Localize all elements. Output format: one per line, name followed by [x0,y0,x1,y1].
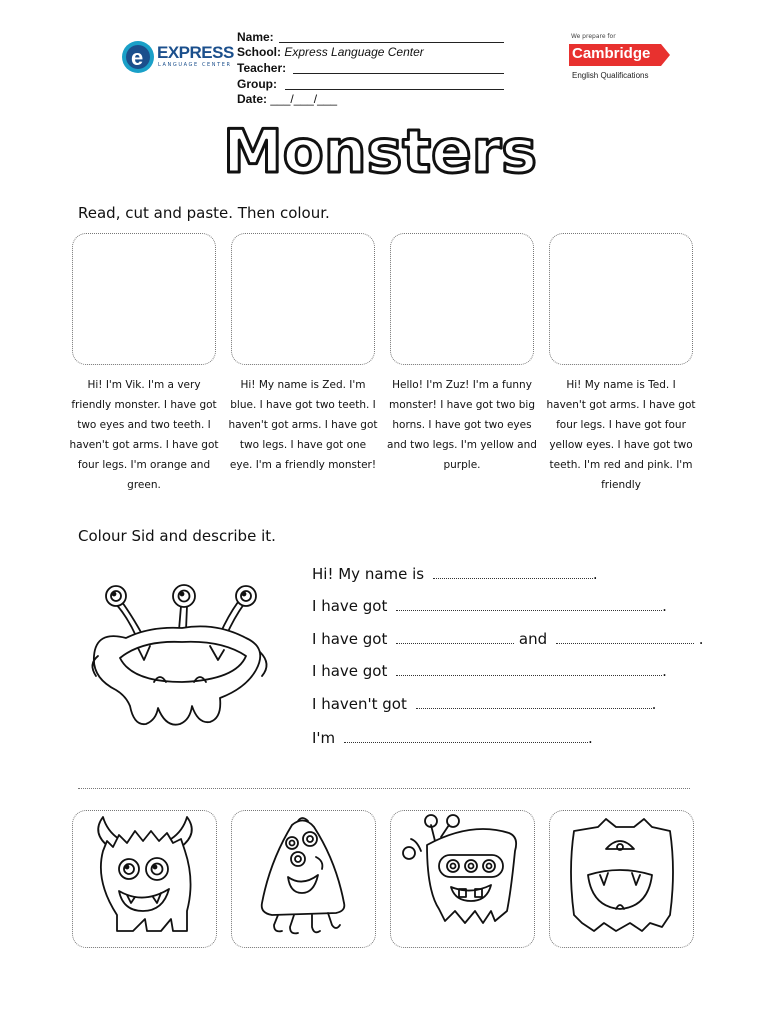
sentence-have-got-and: I have got and . [312,630,704,648]
antenna-monster-icon [391,811,533,946]
sentence-have-got-1: I have got . [312,597,667,615]
express-logo-text: EXPRESS [157,43,234,62]
cut-dotted-line [78,788,690,789]
blank-name[interactable] [433,566,593,579]
paste-box-1[interactable] [72,233,216,365]
teacher-label: Teacher: [237,61,287,75]
sentence-name: Hi! My name is . [312,565,598,583]
blank-have-got-2b[interactable] [556,631,694,644]
blank-im[interactable] [344,730,588,743]
triangle-monster-icon [232,811,374,946]
sentence-name-text: Hi! My name is [312,565,425,583]
monster-cutout-1[interactable] [72,810,217,948]
date-row [237,92,337,107]
blank-have-got-2a[interactable] [396,631,514,644]
teacher-field[interactable] [293,61,504,74]
name-row [237,30,274,45]
name-field[interactable] [279,30,504,43]
sentence-havent-got-text: I haven't got [312,695,407,713]
cambridge-subtitle: English Qualifications [572,71,649,80]
instruction-colour-sid: Colour Sid and describe it. [78,527,276,545]
sentence-have-got-3-text: I have got [312,662,388,680]
sentence-have-got-1-text: I have got [312,597,388,615]
paste-box-4[interactable] [549,233,693,365]
express-logo-subtext: LANGUAGE CENTER [158,62,232,68]
blank-havent-got[interactable] [416,696,652,709]
name-label: Name: [237,30,274,44]
paste-box-2[interactable] [231,233,375,365]
cambridge-name: Cambridge [572,45,651,62]
monster-cutout-4[interactable] [549,810,694,948]
description-ted: Hi! My name is Ted. I haven't got arms. I have got four legs. I have got four yellow eyes. I have got two teeth. I'm red and pink. I'm friendly [546,379,696,491]
sentence-im-text: I'm [312,729,336,747]
school-label: School: [237,45,281,59]
date-label: Date: [237,92,268,106]
worksheet-title [180,112,580,188]
school-row [237,45,424,60]
sentence-and-text: and [518,630,548,648]
group-field[interactable] [285,77,504,90]
teacher-row [237,61,286,76]
monster-cutout-2[interactable] [231,810,376,948]
sentence-im: I'm . [312,729,593,747]
group-label: Group: [237,77,277,91]
sentence-have-got-and-text: I have got [312,630,388,648]
school-value: Express Language Center [284,45,424,59]
description-zed: Hi! My name is Zed. I'm blue. I have got two teeth. I haven't got arms. I have got two legs. I have got one eye. I'm a friendly monster! [228,379,378,471]
paste-box-3[interactable] [390,233,534,365]
monster-cutout-3[interactable] [390,810,535,948]
instruction-read-cut-paste: Read, cut and paste. Then colour. [78,204,330,222]
svg-text:e: e [131,45,144,70]
horned-monster-icon [73,811,215,946]
date-field[interactable]: ___/___/___ [270,92,338,106]
sid-monster-illustration[interactable] [86,578,276,738]
sentence-have-got-3: I have got . [312,662,667,680]
cambridge-tagline: We prepare for [571,33,616,40]
group-row [237,77,277,92]
blank-have-got-1[interactable] [396,598,662,611]
sentence-havent-got: I haven't got . [312,695,657,713]
title-text: Monsters [222,117,538,187]
blank-have-got-3[interactable] [396,663,662,676]
description-vik: Hi! I'm Vik. I'm a very friendly monster. I have got two eyes and two teeth. I haven't got arms. I have got four legs. I'm orange and green. [69,379,219,491]
square-monster-icon [550,811,692,946]
description-zuz: Hello! I'm Zuz! I'm a funny monster! I have got two big horns. I have got two eyes and two legs. I'm yellow and purple. [387,379,537,471]
